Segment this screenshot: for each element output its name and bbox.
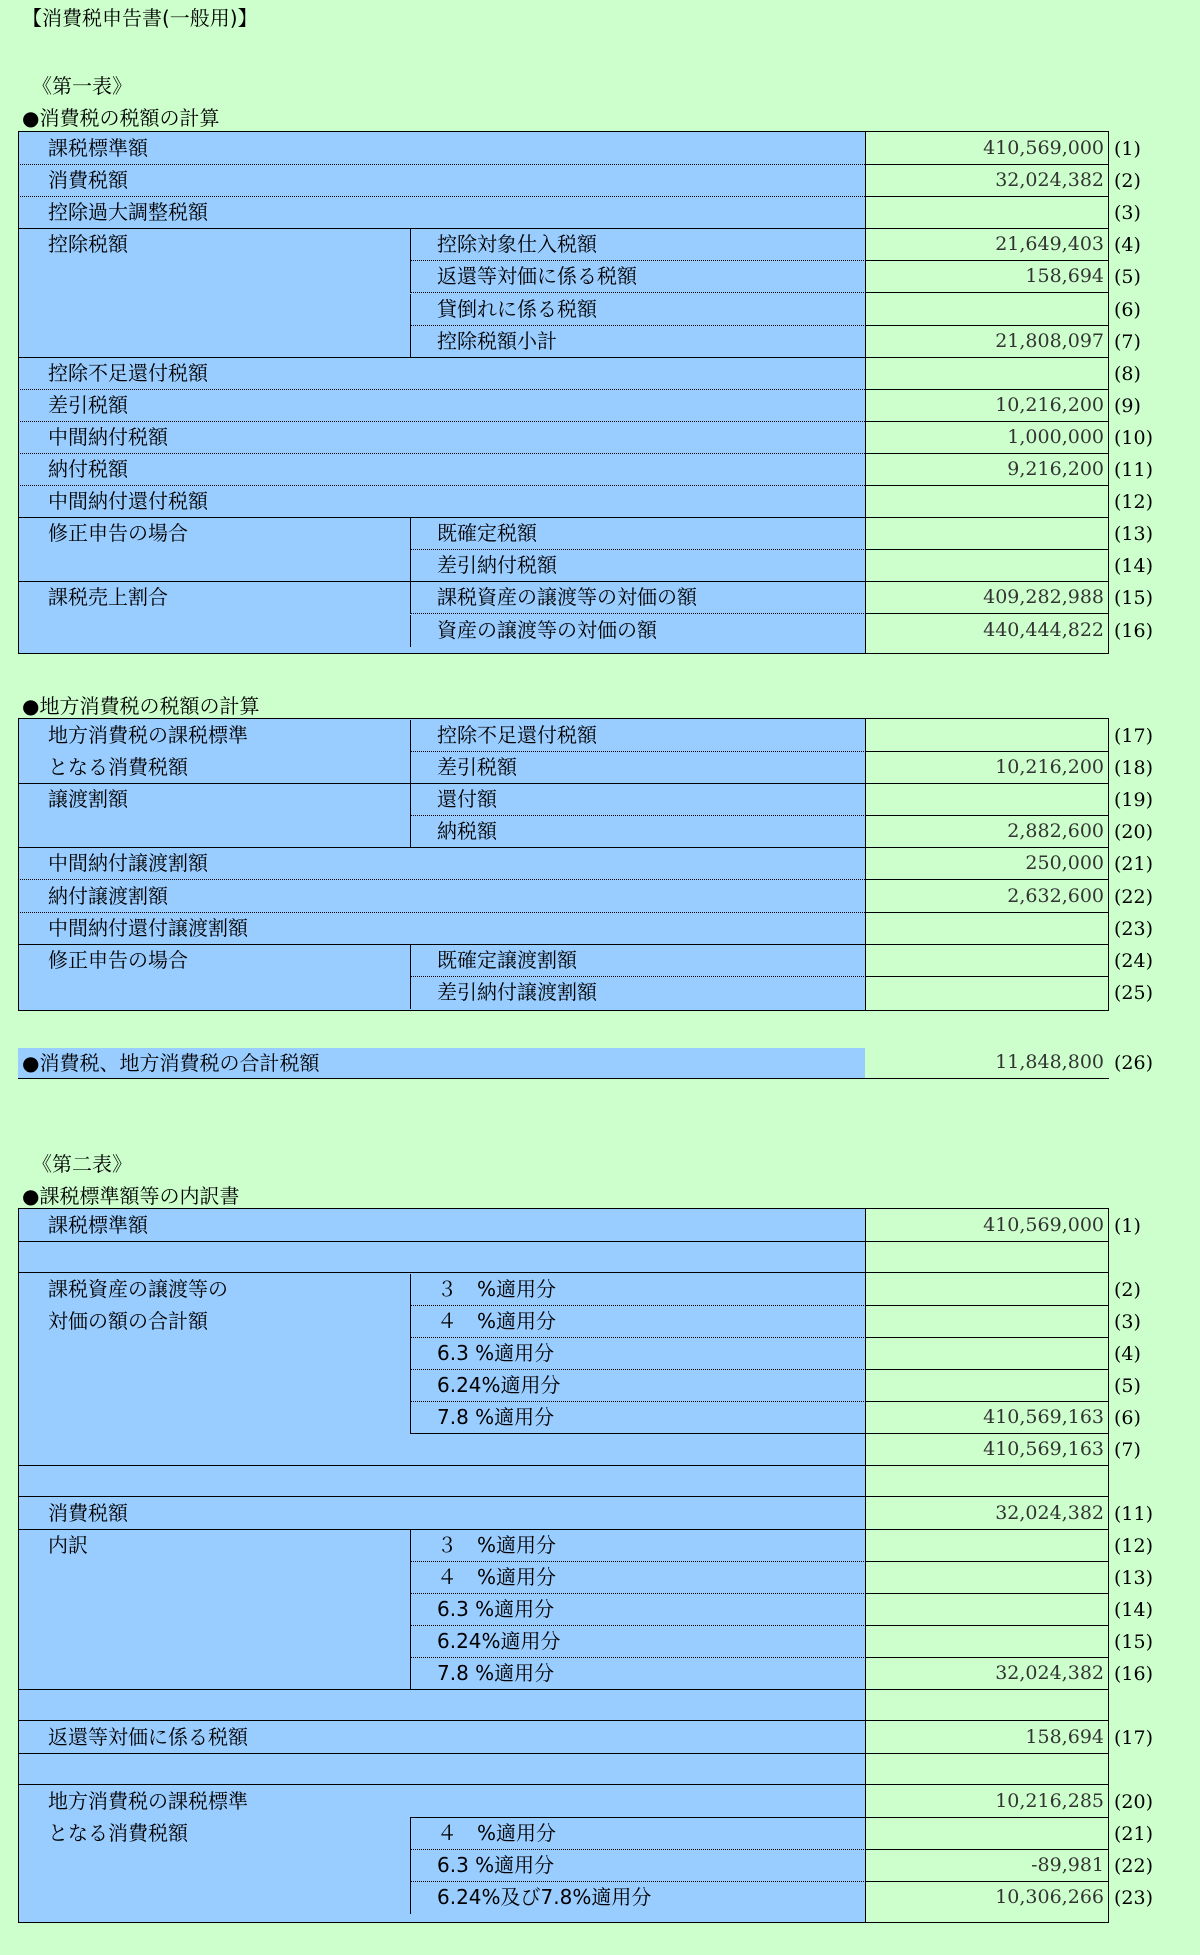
row-sub-label: 納税額 (437, 819, 497, 844)
row-number: (8) (1114, 362, 1141, 385)
column-divider (410, 326, 411, 358)
row-sub-label: ３ %適用分 (437, 1533, 557, 1557)
row-label: 修正申告の場合 (48, 521, 188, 546)
row-label: 控除過大調整税額 (48, 200, 208, 225)
row-label: 中間納付譲渡割額 (48, 851, 208, 876)
row-number: (15) (1114, 587, 1154, 610)
column-divider (410, 720, 411, 752)
row-value: 410,569,000 (983, 1214, 1104, 1236)
column-divider (410, 615, 411, 647)
row-sub-label: 7.8 %適用分 (437, 1405, 555, 1429)
column-divider (410, 816, 411, 848)
total-label: ●消費税、地方消費税の合計税額 (22, 1051, 320, 1075)
table2-heading: 《第二表》 (32, 1152, 132, 1176)
row-number: (25) (1114, 981, 1154, 1004)
row-value (866, 1594, 1108, 1626)
row-value: 410,569,163 (983, 1438, 1104, 1460)
spacer-divider (18, 1496, 1109, 1497)
row-label: 修正申告の場合 (48, 947, 188, 972)
row-value (866, 720, 1108, 752)
row-number: (9) (1114, 394, 1141, 417)
row-number: (4) (1114, 1343, 1141, 1365)
row-number: (21) (1114, 1823, 1154, 1845)
row-number: (1) (1114, 138, 1141, 160)
row-sub-label: 還付額 (437, 787, 497, 812)
row-sub-label: 既確定税額 (437, 521, 537, 546)
row-number: (3) (1114, 202, 1141, 225)
total-value: 11,848,800 (995, 1051, 1104, 1073)
row-sub-label: 6.3 %適用分 (437, 1597, 555, 1621)
row-number: (15) (1114, 1631, 1154, 1653)
row-value: 250,000 (1025, 852, 1104, 875)
row-sub-label: 控除対象仕入税額 (437, 232, 597, 257)
row-divider (18, 164, 865, 165)
row-number: (17) (1114, 1727, 1154, 1749)
row-value: 410,569,163 (983, 1406, 1104, 1428)
row-sub-label: 返還等対価に係る税額 (437, 264, 637, 289)
row-number: (3) (1114, 1311, 1141, 1333)
row-number: (6) (1114, 1407, 1141, 1429)
row-label: 控除税額 (48, 232, 128, 257)
row-label: 内訳 (48, 1533, 88, 1557)
column-divider (410, 1818, 411, 1850)
row-value (866, 1626, 1108, 1658)
row-value: 2,632,600 (1007, 884, 1104, 907)
row-number: (22) (1114, 1855, 1154, 1877)
row-value: 21,808,097 (995, 329, 1104, 352)
column-divider (410, 945, 411, 977)
row-value: 10,216,200 (995, 756, 1104, 779)
row-sub-label: 差引税額 (437, 755, 517, 780)
table1-heading: 《第一表》 (32, 74, 132, 98)
column-divider (410, 518, 411, 550)
row-sub-label: 6.3 %適用分 (437, 1341, 555, 1365)
row-label: 課税売上割合 (48, 585, 168, 610)
row-label: 対価の額の合計額 (48, 1309, 208, 1333)
column-divider (410, 1562, 411, 1594)
row-number: (2) (1114, 1279, 1141, 1301)
row-sub-label: 差引納付譲渡割額 (437, 979, 597, 1004)
row-number: (11) (1114, 1503, 1154, 1525)
row-divider (18, 1689, 1109, 1690)
row-label: 中間納付還付譲渡割額 (48, 915, 248, 940)
column-divider (410, 1594, 411, 1626)
row-label: 差引税額 (48, 392, 128, 417)
row-value (866, 1562, 1108, 1594)
column-divider (410, 784, 411, 816)
column-divider (410, 752, 411, 784)
column-divider (410, 1882, 411, 1914)
row-label: となる消費税額 (48, 1821, 188, 1845)
column-divider (410, 1626, 411, 1658)
row-value: 32,024,382 (995, 1502, 1104, 1524)
row-number: (7) (1114, 330, 1141, 353)
row-label: 返還等対価に係る税額 (48, 1725, 248, 1749)
row-number: (5) (1114, 266, 1141, 289)
row-label: 中間納付還付税額 (48, 489, 208, 514)
row-number: (18) (1114, 757, 1154, 780)
row-number: (14) (1114, 1599, 1154, 1621)
row-number: (23) (1114, 1887, 1154, 1909)
row-value: 21,649,403 (995, 233, 1104, 256)
row-number: (21) (1114, 853, 1154, 876)
row-sub-label: 6.24%適用分 (437, 1373, 561, 1397)
row-value: 10,306,266 (995, 1886, 1104, 1908)
row-number: (6) (1114, 298, 1141, 321)
row-value (866, 358, 1108, 390)
row-label: 控除不足還付税額 (48, 360, 208, 385)
row-sub-label: ３ %適用分 (437, 1277, 557, 1301)
row-sub-label: 6.24%適用分 (437, 1629, 561, 1653)
row-number: (19) (1114, 789, 1154, 812)
row-value: 440,444,822 (983, 618, 1104, 641)
row-sub-label: 控除不足還付税額 (437, 723, 597, 747)
row-value (866, 945, 1108, 977)
row-divider (18, 1241, 1109, 1242)
row-sub-label: 6.3 %適用分 (437, 1853, 555, 1877)
column-divider (410, 1370, 411, 1402)
row-label: 地方消費税の課税標準 (48, 1789, 248, 1813)
row-label: 課税資産の譲渡等の (48, 1277, 228, 1301)
row-number: (13) (1114, 523, 1154, 546)
row-value: 409,282,988 (983, 586, 1104, 609)
column-divider (410, 1306, 411, 1338)
row-number: (22) (1114, 885, 1154, 908)
row-sub-label: 6.24%及び7.8%適用分 (437, 1885, 652, 1909)
row-value (866, 1274, 1108, 1306)
row-label: 納付税額 (48, 457, 128, 481)
column-divider (410, 1850, 411, 1882)
row-label: 課税標準額 (48, 136, 148, 160)
row-value (866, 550, 1108, 582)
column-divider (410, 1402, 411, 1434)
row-sub-label: 資産の譲渡等の対価の額 (437, 617, 657, 642)
row-number: (2) (1114, 170, 1141, 193)
row-value (866, 518, 1108, 550)
row-value: 1,000,000 (1007, 425, 1104, 448)
row-number: (20) (1114, 1791, 1154, 1813)
row-divider (18, 389, 865, 390)
row-sub-label: ４ %適用分 (437, 1821, 557, 1845)
row-label: 消費税額 (48, 168, 128, 193)
row-divider (18, 1753, 1109, 1754)
row-value: 2,882,600 (1007, 820, 1104, 843)
row-number: (11) (1114, 459, 1154, 481)
row-number: (16) (1114, 1663, 1154, 1685)
column-divider (410, 550, 411, 582)
spacer-divider (18, 1720, 1109, 1721)
row-divider (18, 1465, 1109, 1466)
row-number: (13) (1114, 1567, 1154, 1589)
row-sub-label: 控除税額小計 (437, 328, 557, 353)
column-divider (410, 1274, 411, 1306)
row-number: (1) (1114, 1215, 1141, 1237)
row-label: 中間納付税額 (48, 424, 168, 449)
row-value (866, 1818, 1108, 1850)
row-label: となる消費税額 (48, 755, 188, 780)
row-number: (12) (1114, 1535, 1154, 1557)
row-value (866, 913, 1108, 945)
total-number: (26) (1114, 1052, 1154, 1074)
section1-title: ●消費税の税額の計算 (22, 106, 220, 130)
column-divider (410, 1530, 411, 1562)
row-value (866, 1338, 1108, 1370)
row-number: (16) (1114, 619, 1154, 642)
row-sub-label: 貸倒れに係る税額 (437, 296, 597, 321)
row-value: 10,216,200 (995, 393, 1104, 416)
row-value: 158,694 (1025, 1726, 1104, 1748)
row-value (866, 1530, 1108, 1562)
row-value (866, 294, 1108, 326)
column-divider (410, 294, 411, 326)
row-sub-label: 課税資産の譲渡等の対価の額 (437, 585, 697, 610)
column-divider (410, 582, 411, 614)
row-number: (23) (1114, 917, 1154, 940)
row-sub-label: ４ %適用分 (437, 1309, 557, 1333)
row-number: (12) (1114, 491, 1154, 514)
row-value (866, 486, 1108, 518)
spacer-divider (18, 1784, 1109, 1785)
page-title: 【消費税申告書(一般用)】 (22, 6, 258, 30)
column-divider (410, 977, 411, 1009)
row-number: (4) (1114, 234, 1141, 257)
row-value: 9,216,200 (1007, 458, 1104, 480)
column-divider (410, 261, 411, 293)
row-sub-label: 差引納付税額 (437, 553, 557, 578)
row-number: (20) (1114, 821, 1154, 844)
row-sub-label: 7.8 %適用分 (437, 1661, 555, 1685)
table2-section-title: ●課税標準額等の内訳書 (22, 1184, 240, 1208)
row-number: (5) (1114, 1375, 1141, 1397)
row-divider (18, 453, 865, 454)
row-value: -89,981 (1031, 1854, 1104, 1876)
row-value (866, 977, 1108, 1009)
section2-title: ●地方消費税の税額の計算 (22, 694, 260, 718)
row-value: 32,024,382 (995, 1662, 1104, 1684)
row-value: 32,024,382 (995, 169, 1104, 192)
row-value: 10,216,285 (995, 1790, 1104, 1812)
column-divider (410, 1658, 411, 1690)
row-number: (14) (1114, 555, 1154, 578)
row-value: 158,694 (1025, 265, 1104, 288)
row-number: (24) (1114, 949, 1154, 972)
row-sub-label: 既確定譲渡割額 (437, 947, 577, 972)
row-label: 地方消費税の課税標準 (48, 723, 248, 747)
row-label: 消費税額 (48, 1501, 128, 1525)
row-value (866, 784, 1108, 816)
column-divider (410, 1338, 411, 1370)
spacer-divider (18, 1272, 1109, 1273)
row-value (866, 1370, 1108, 1402)
row-number: (17) (1114, 725, 1154, 747)
row-label: 課税標準額 (48, 1213, 148, 1237)
row-sub-label: ４ %適用分 (437, 1565, 557, 1589)
column-divider (410, 229, 411, 261)
row-label: 納付譲渡割額 (48, 883, 168, 908)
row-value (866, 197, 1108, 229)
row-value: 410,569,000 (983, 137, 1104, 159)
row-label: 譲渡割額 (48, 787, 128, 812)
row-number: (7) (1114, 1439, 1141, 1461)
row-number: (10) (1114, 426, 1154, 449)
row-value (866, 1306, 1108, 1338)
